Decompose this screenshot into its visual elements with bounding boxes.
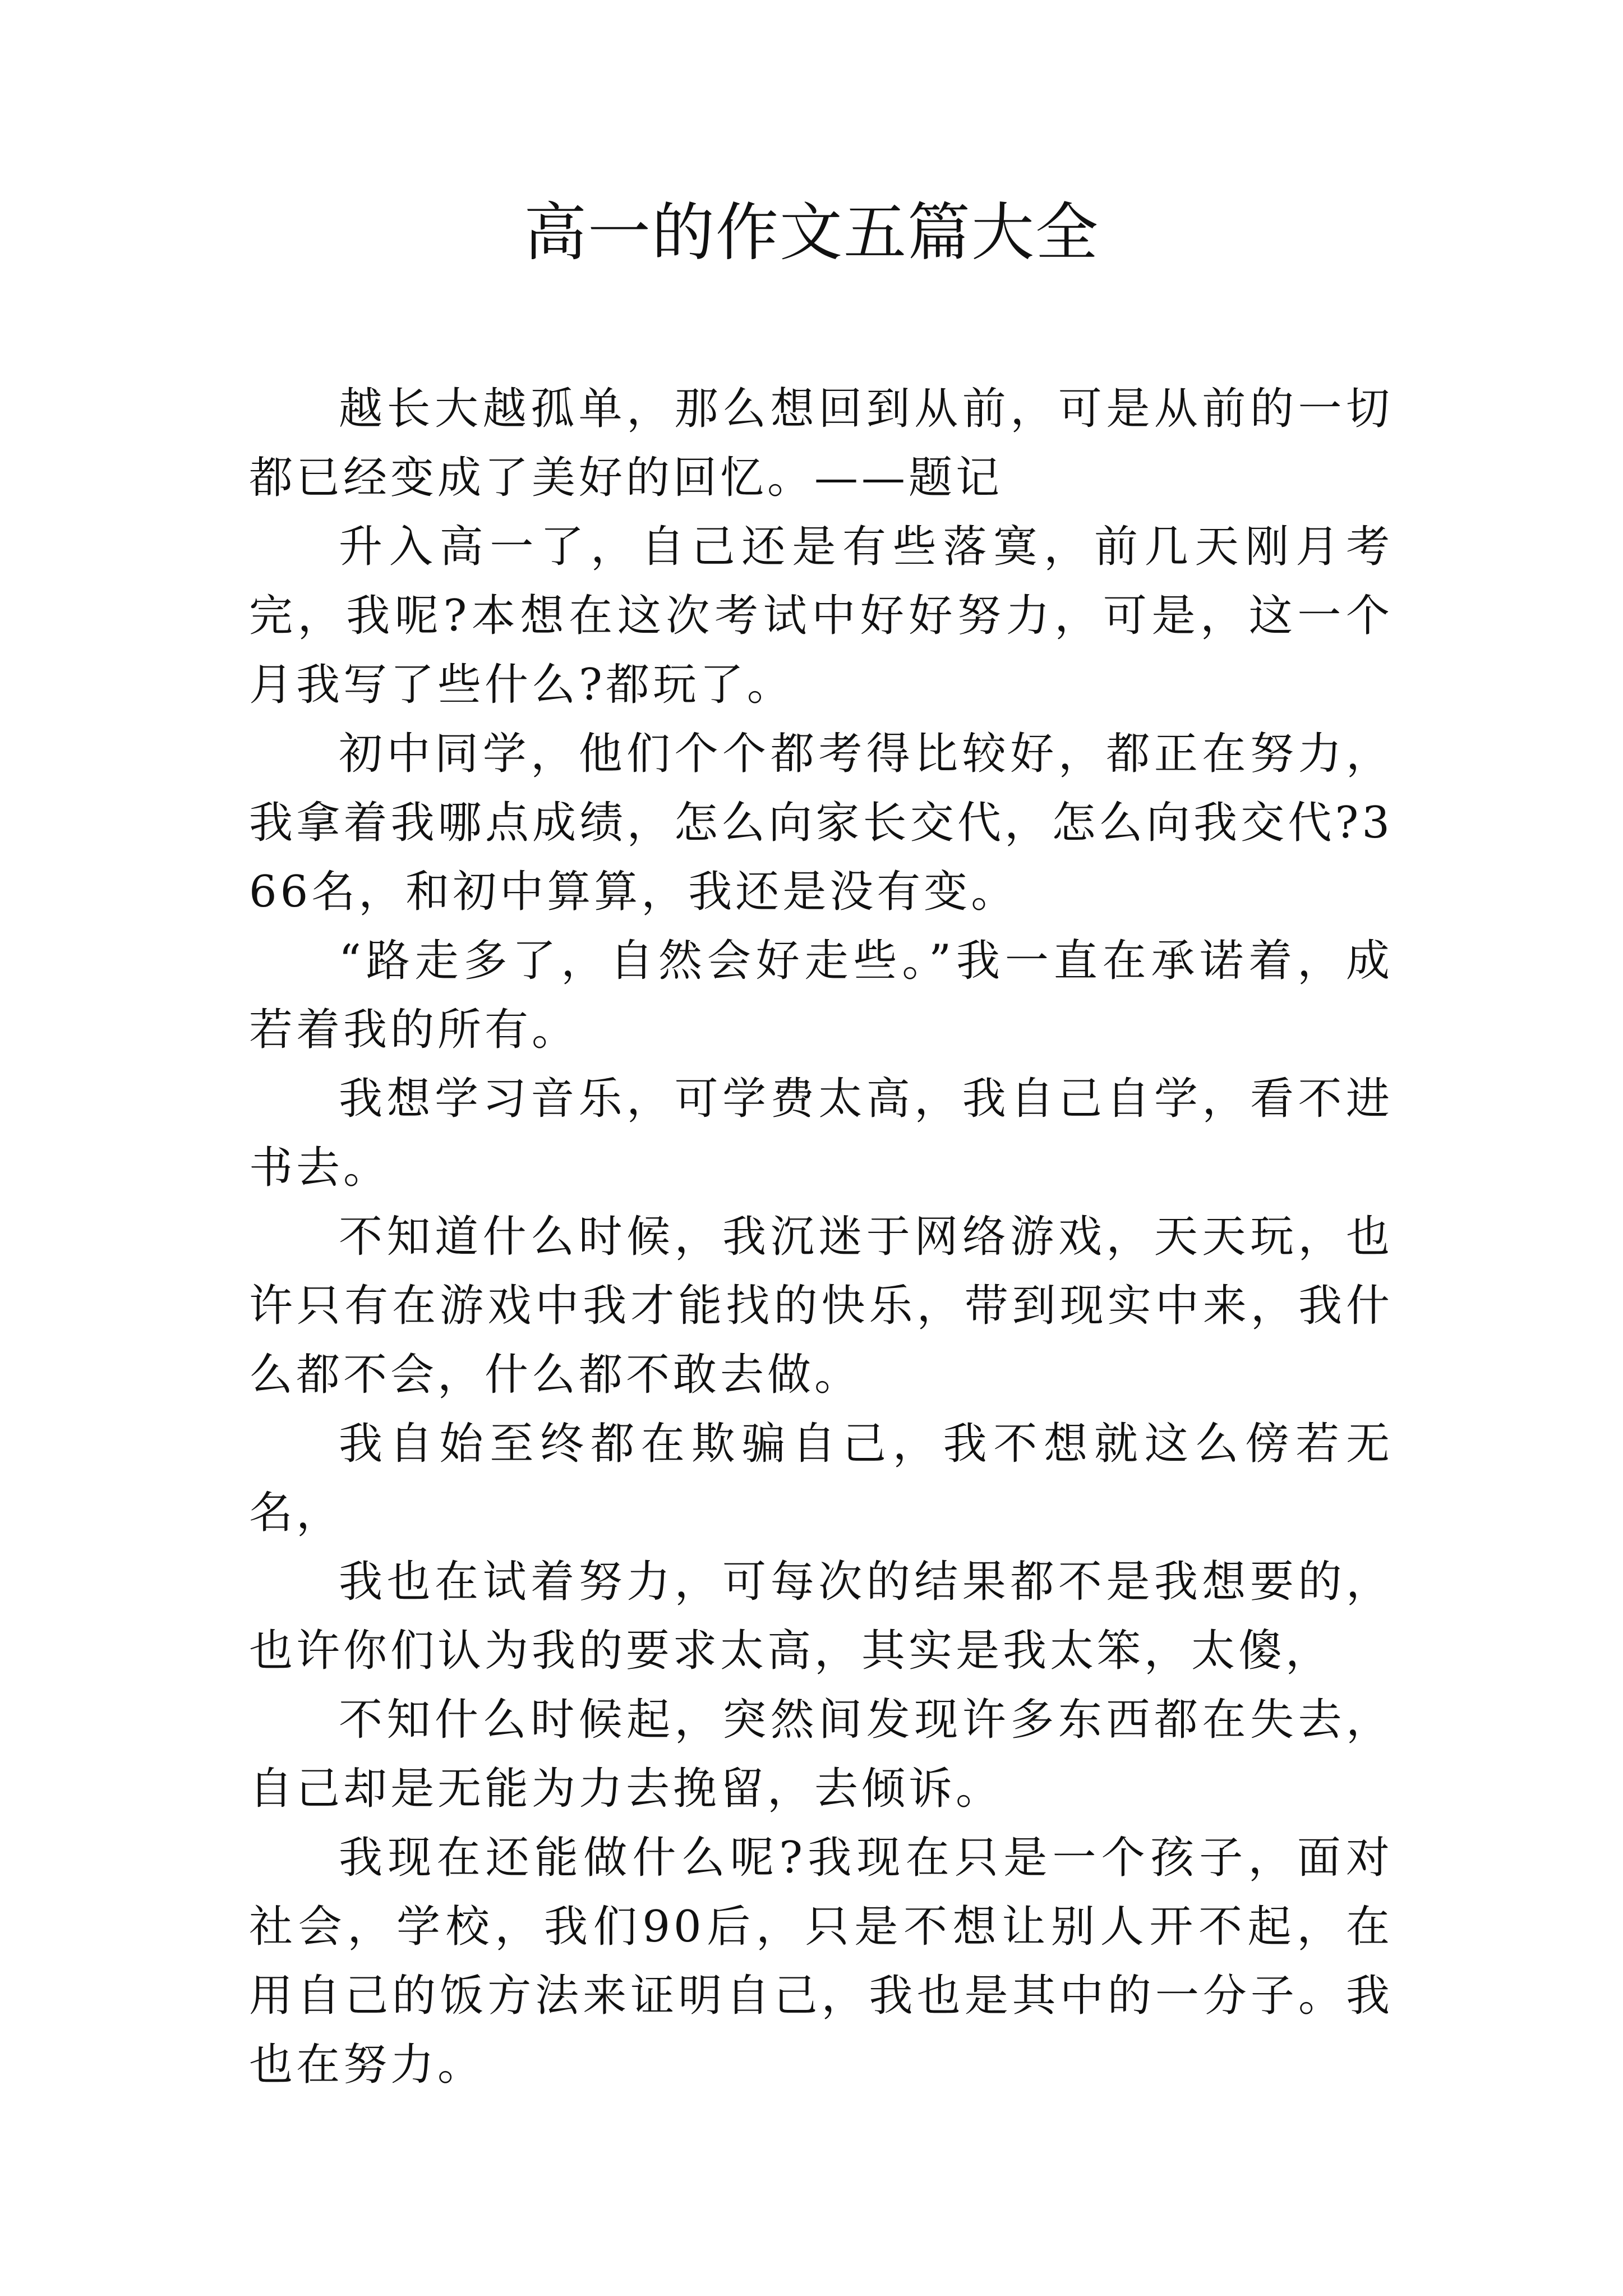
paragraph: 初中同学，他们个个都考得比较好，都正在努力，我拿着我哪点成绩，怎么向家长交代，怎么向我交代?366名，和初中算算，我还是没有变。	[249, 729, 1393, 917]
document-body	[249, 375, 1393, 2100]
paragraph: 我现在还能做什么呢?我现在只是一个孩子，面对社会，学校，我们90后，只是不想让别人开不起，在用自己的饭方法来证明自己，我也是其中的一分子。我也在努力。	[249, 1833, 1393, 2090]
paragraph: 我想学习音乐，可学费太高，我自己自学，看不进书去。	[249, 1074, 1393, 1193]
paragraph: 我自始至终都在欺骗自己，我不想就这么傍若无名，	[249, 1419, 1393, 1538]
paragraph: 越长大越孤单，那么想回到从前，可是从前的一切都已经变成了美好的回忆。——题记	[249, 384, 1393, 503]
paragraph: 我也在试着努力，可每次的结果都不是我想要的，也许你们认为我的要求太高，其实是我太笨，太傻，	[249, 1557, 1393, 1676]
paragraph: “路走多了，自然会好走些。”我一直在承诺着，成若着我的所有。	[249, 936, 1393, 1055]
paragraph: 不知道什么时候，我沉迷于网络游戏，天天玩，也许只有在游戏中我才能找的快乐，带到现实中来，我什么都不会，什么都不敢去做。	[249, 1212, 1393, 1400]
document-title: 高一的作文五篇大全	[524, 196, 1099, 269]
paragraph: 不知什么时候起，突然间发现许多东西都在失去，自己却是无能为力去挽留，去倾诉。	[249, 1695, 1393, 1814]
paragraph: 升入高一了，自己还是有些落寞，前几天刚月考完，我呢?本想在这次考试中好好努力，可是，这一个月我写了些什么?都玩了。	[249, 522, 1393, 710]
